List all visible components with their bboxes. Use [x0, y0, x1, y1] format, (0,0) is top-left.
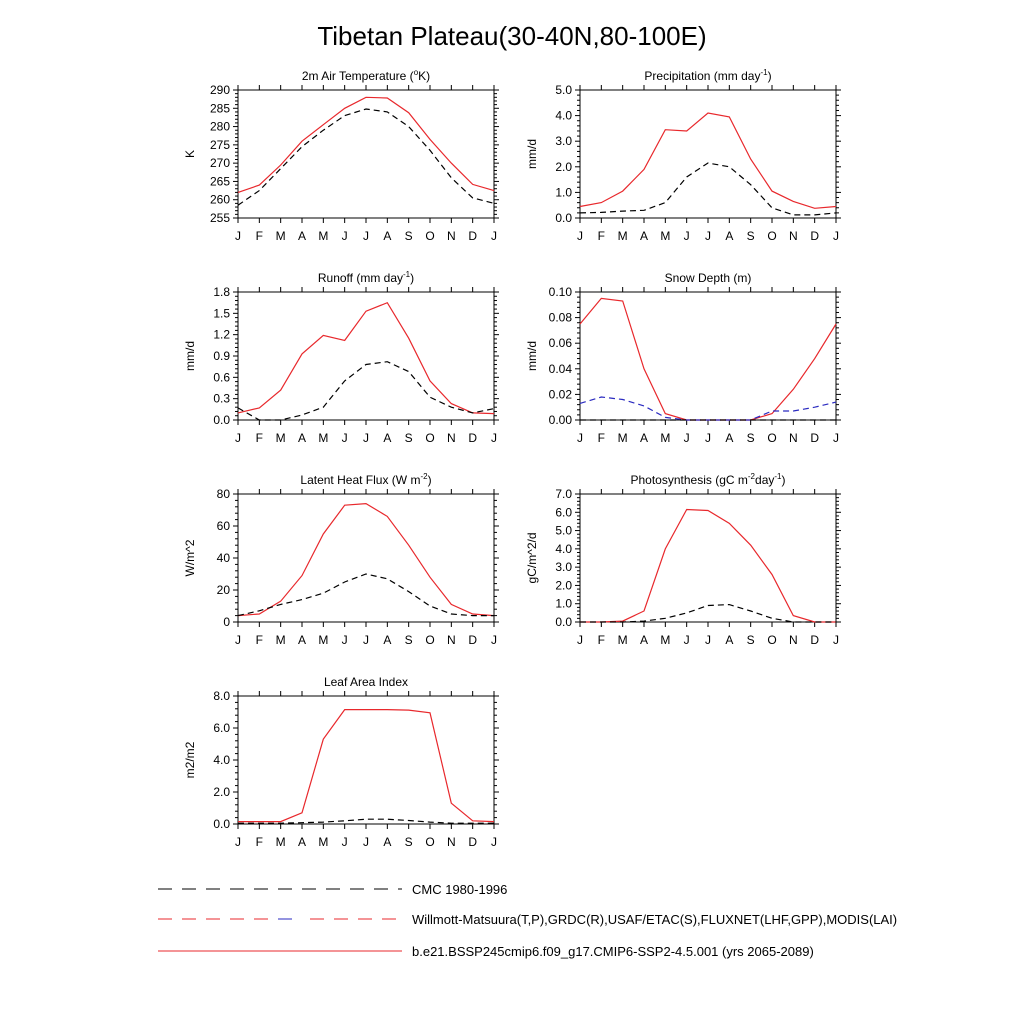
x-tick-label: J	[833, 633, 839, 647]
panel-title	[665, 271, 752, 285]
x-tick-label: N	[788, 633, 798, 647]
y-tick-label: 255	[209, 211, 230, 225]
x-tick-label: M	[275, 835, 286, 849]
x-tick-label: O	[425, 835, 435, 849]
y-axis-label: m2/m2	[183, 741, 197, 779]
y-tick-label: 0.02	[548, 387, 572, 402]
x-tick-label: O	[425, 633, 435, 647]
x-tick-label: N	[788, 229, 798, 243]
x-tick-label: J	[363, 633, 369, 647]
legend-label: b.e21.BSSP245cmip6.f09_g17.CMIP6-SSP2-4.5.001 (yrs 2065-2089)	[412, 944, 814, 959]
y-tick-label: 20	[216, 583, 230, 597]
panel-title-main: Latent Heat Flux (W m	[300, 473, 421, 487]
x-tick-label: D	[468, 229, 478, 243]
x-tick-label: M	[617, 229, 628, 243]
panel-title-tail: )	[767, 69, 772, 83]
y-tick-label: 1.0	[555, 596, 572, 611]
y-tick-label: 0.10	[548, 285, 572, 299]
panel-title	[318, 270, 414, 285]
x-tick-label: D	[810, 431, 820, 445]
y-tick-label: 4.0	[555, 541, 572, 556]
y-tick-label: 260	[209, 192, 230, 207]
x-tick-label: S	[746, 431, 755, 445]
x-tick-label: O	[767, 431, 777, 445]
panel-title-tail: K)	[418, 69, 431, 83]
y-tick-label: 6.0	[213, 721, 230, 735]
x-tick-label: M	[660, 633, 671, 647]
x-tick-label: A	[725, 633, 734, 647]
x-tick-label: F	[597, 633, 606, 647]
x-tick-label: J	[705, 431, 711, 445]
y-tick-label: 0.0	[213, 817, 230, 831]
y-tick-label: 40	[216, 551, 230, 565]
x-tick-label: A	[383, 835, 392, 849]
panel-title-sup: -2	[747, 472, 756, 481]
y-tick-label: 265	[209, 174, 230, 189]
x-tick-label: O	[425, 229, 435, 243]
x-tick-label: N	[788, 431, 798, 445]
x-tick-label: D	[468, 633, 478, 647]
y-tick-label: 270	[209, 156, 230, 171]
y-axis-label: gC/m^2/d	[525, 532, 539, 584]
x-tick-label: F	[255, 229, 264, 243]
x-tick-label: A	[639, 633, 649, 647]
y-tick-label: 80	[216, 487, 230, 501]
x-tick-label: M	[617, 431, 628, 445]
x-tick-label: J	[235, 431, 241, 445]
x-tick-label: J	[833, 431, 839, 445]
panel-title-tail: day	[755, 473, 775, 487]
x-tick-label: J	[577, 633, 583, 647]
x-tick-label: J	[341, 835, 348, 849]
panel-title	[644, 68, 771, 83]
y-tick-label: 1.0	[555, 185, 572, 200]
x-tick-label: A	[725, 229, 734, 243]
x-tick-label: A	[297, 633, 307, 647]
legend-label: CMC 1980-1996	[412, 882, 508, 897]
x-tick-label: N	[446, 229, 456, 243]
x-tick-label: M	[318, 835, 329, 849]
y-tick-label: 0.0	[555, 211, 572, 225]
y-tick-label: 0.06	[548, 336, 572, 351]
y-tick-label: 0	[223, 615, 230, 629]
x-tick-label: J	[363, 229, 369, 243]
x-tick-label: N	[446, 431, 456, 445]
x-tick-label: M	[660, 229, 671, 243]
y-tick-label: 280	[209, 119, 230, 134]
y-tick-label: 3.0	[555, 560, 572, 575]
x-tick-label: O	[425, 431, 435, 445]
x-tick-label: F	[255, 835, 264, 849]
y-tick-label: 8.0	[213, 689, 230, 703]
x-tick-label: A	[383, 431, 392, 445]
panel-title-main: Photosynthesis (gC m	[630, 473, 748, 487]
x-tick-label: J	[683, 431, 690, 445]
y-tick-label: 5.0	[555, 523, 572, 538]
x-tick-label: J	[577, 229, 583, 243]
x-tick-label: D	[810, 633, 820, 647]
x-tick-label: A	[383, 229, 392, 243]
legend-label: Willmott-Matsuura(T,P),GRDC(R),USAF/ETAC(S),FLUXNET(LHF,GPP),MODIS(LAI)	[412, 912, 898, 927]
x-tick-label: O	[767, 229, 777, 243]
panel-title-main: Precipitation (mm day	[644, 69, 761, 83]
y-tick-label: 7.0	[555, 487, 572, 501]
x-tick-label: S	[404, 431, 413, 445]
panel-title-main: Leaf Area Index	[323, 675, 409, 689]
y-tick-label: 5.0	[555, 83, 572, 97]
y-tick-label: 0.9	[213, 349, 230, 363]
y-tick-label: 2.0	[213, 785, 230, 799]
y-tick-label: 0.3	[213, 391, 230, 406]
panel-title-sup: -1	[760, 68, 768, 77]
y-tick-label: 0.0	[555, 615, 572, 629]
x-tick-label: F	[255, 431, 264, 445]
panel-title-main: Snow Depth (m)	[664, 271, 752, 285]
y-axis-label: K	[183, 149, 197, 159]
y-tick-label: 3.0	[555, 134, 572, 149]
y-axis-label: mm/d	[183, 341, 197, 371]
x-tick-label: J	[491, 431, 497, 445]
y-tick-label: 4.0	[213, 753, 230, 767]
panel-title-main: 2m Air Temperature (	[301, 69, 414, 83]
x-tick-label: J	[833, 229, 839, 243]
x-tick-label: M	[318, 633, 329, 647]
y-tick-label: 0.6	[213, 370, 230, 385]
panel-title-sup: -2	[420, 472, 428, 481]
y-tick-label: 2.0	[555, 578, 572, 593]
panel-title	[302, 68, 430, 83]
x-tick-label: J	[577, 431, 583, 445]
x-tick-label: J	[235, 229, 241, 243]
y-tick-label: 4.0	[555, 108, 572, 123]
x-tick-label: J	[705, 229, 711, 243]
y-tick-label: 2.0	[555, 159, 572, 174]
x-tick-label: J	[491, 633, 497, 647]
x-tick-label: M	[660, 431, 671, 445]
x-tick-label: A	[297, 835, 307, 849]
x-tick-label: S	[746, 229, 755, 243]
x-tick-label: J	[341, 431, 348, 445]
y-axis-label: mm/d	[525, 341, 539, 371]
y-tick-label: 290	[209, 83, 230, 97]
x-tick-label: A	[639, 431, 649, 445]
x-tick-label: A	[639, 229, 649, 243]
x-tick-label: M	[318, 431, 329, 445]
x-tick-label: N	[446, 835, 456, 849]
x-tick-label: A	[725, 431, 734, 445]
x-tick-label: N	[446, 633, 456, 647]
x-tick-label: J	[235, 633, 241, 647]
panel-title-main: Runoff (mm day	[317, 271, 404, 285]
y-tick-label: 1.2	[213, 327, 230, 342]
panel-title-sup: -1	[774, 472, 782, 481]
panel-title-tail: )	[427, 473, 432, 487]
y-axis-label: W/m^2	[183, 539, 197, 577]
y-tick-label: 275	[209, 137, 230, 152]
x-tick-label: O	[767, 633, 777, 647]
panel-title-tail: )	[781, 473, 786, 487]
y-tick-label: 285	[209, 101, 230, 116]
x-tick-label: M	[275, 229, 286, 243]
x-tick-label: S	[404, 229, 413, 243]
x-tick-label: J	[683, 633, 690, 647]
x-tick-label: A	[297, 229, 307, 243]
y-tick-label: 0.08	[548, 310, 572, 325]
x-tick-label: M	[275, 431, 286, 445]
main-title: Tibetan Plateau(30-40N,80-100E)	[317, 21, 707, 51]
x-tick-label: A	[383, 633, 392, 647]
x-tick-label: S	[404, 835, 413, 849]
panel-title	[324, 675, 408, 689]
x-tick-label: J	[363, 835, 369, 849]
y-tick-label: 0.04	[548, 361, 572, 376]
x-tick-label: M	[275, 633, 286, 647]
y-tick-label: 6.0	[555, 505, 572, 520]
x-tick-label: D	[468, 835, 478, 849]
x-tick-label: S	[404, 633, 413, 647]
x-tick-label: J	[491, 835, 497, 849]
x-tick-label: D	[810, 229, 820, 243]
x-tick-label: J	[341, 229, 348, 243]
y-axis-label: mm/d	[525, 139, 539, 169]
y-tick-label: 1.5	[213, 306, 230, 321]
x-tick-label: A	[297, 431, 307, 445]
y-tick-label: 0.0	[213, 413, 230, 427]
x-tick-label: M	[318, 229, 329, 243]
panel-title-tail: )	[410, 271, 415, 285]
panel-title-sup: -1	[403, 270, 411, 279]
panel-title	[631, 472, 786, 487]
x-tick-label: J	[705, 633, 711, 647]
y-tick-label: 1.8	[213, 285, 230, 299]
y-tick-label: 60	[216, 519, 230, 533]
y-tick-label: 0.00	[548, 413, 572, 427]
x-tick-label: J	[363, 431, 369, 445]
x-tick-label: D	[468, 431, 478, 445]
x-tick-label: M	[617, 633, 628, 647]
x-tick-label: J	[491, 229, 497, 243]
x-tick-label: S	[746, 633, 755, 647]
panel-title	[300, 472, 431, 487]
x-tick-label: F	[597, 431, 606, 445]
x-tick-label: J	[683, 229, 690, 243]
x-tick-label: J	[235, 835, 241, 849]
panel-title-sup: o	[413, 68, 419, 77]
x-tick-label: J	[341, 633, 348, 647]
x-tick-label: F	[255, 633, 264, 647]
x-tick-label: F	[597, 229, 606, 243]
